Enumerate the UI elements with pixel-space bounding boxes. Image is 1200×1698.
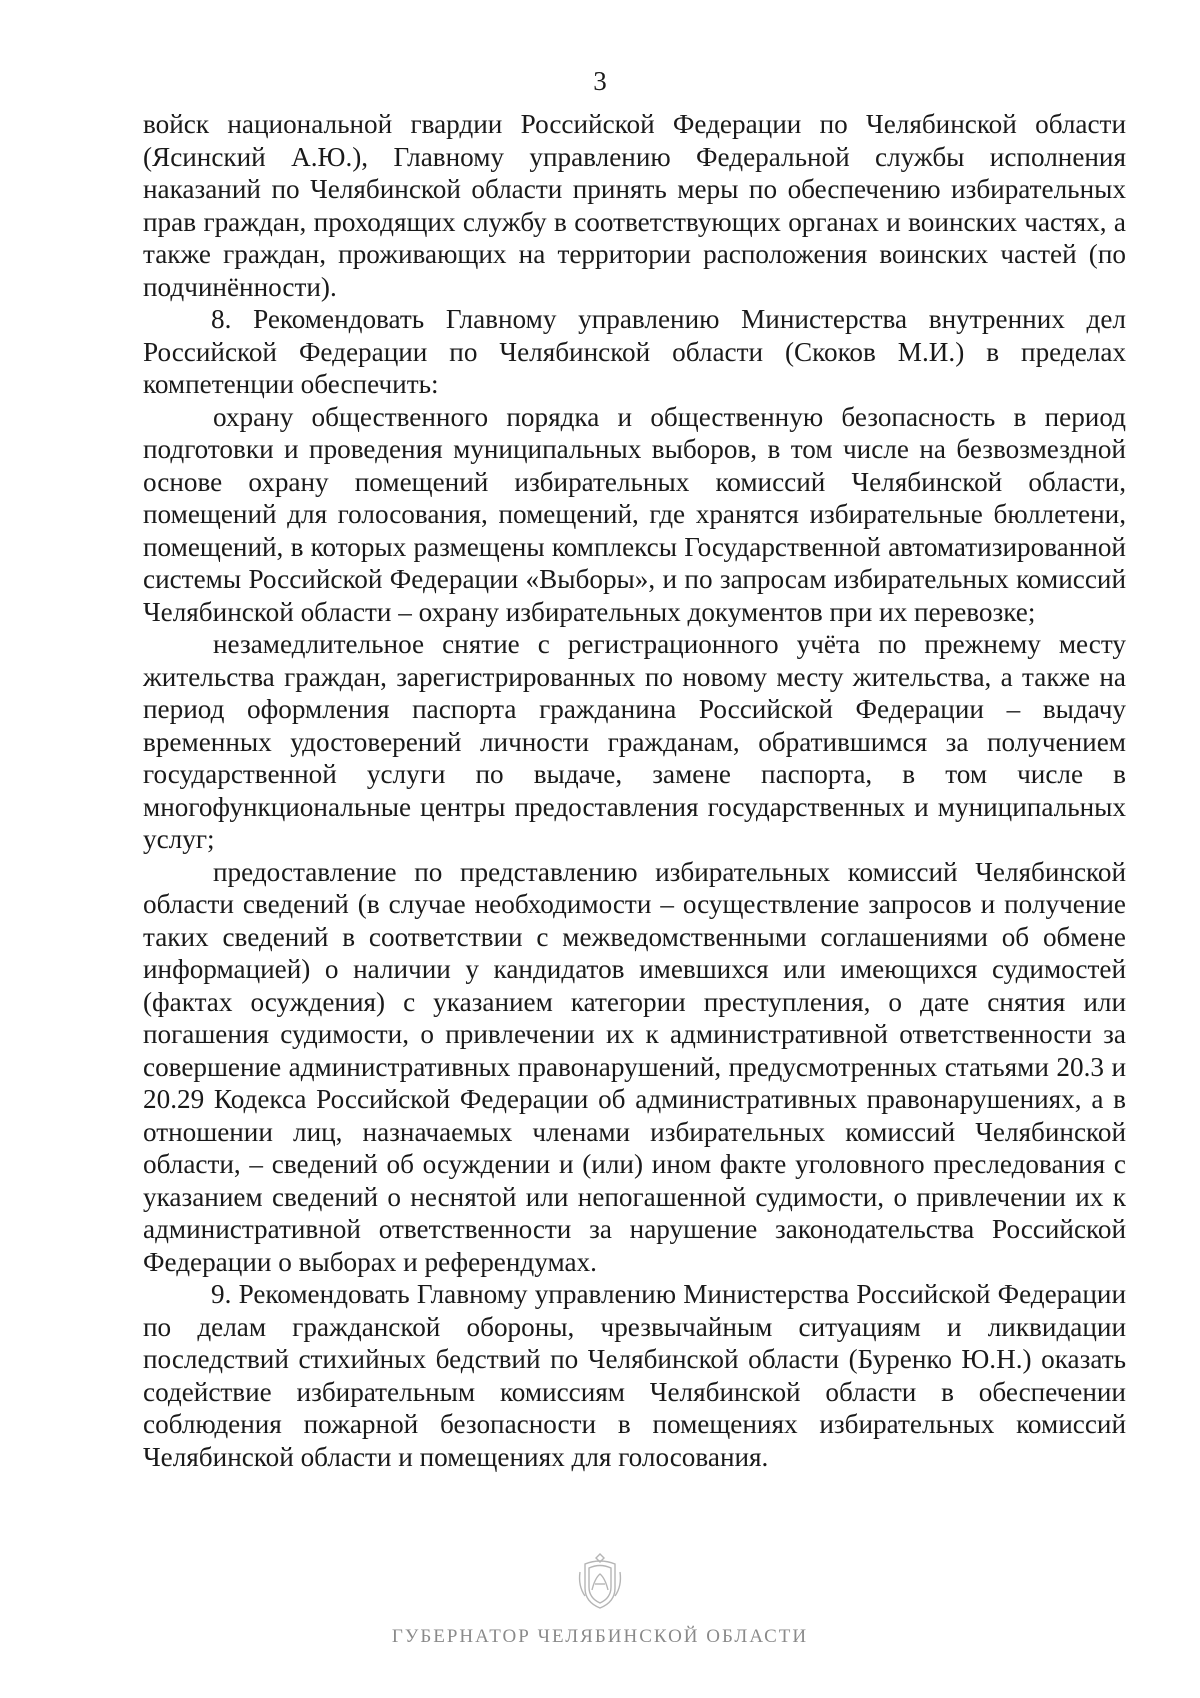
page-number: 3: [593, 66, 607, 96]
paragraph-criminal-records: предоставление по представлению избирательных комиссий Челябинской области сведений (в случае необходимости – осуществление запросов и получение таких сведений в соответствии с межведомственными соглашениями об обмене информацией) о наличии у кандидатов имевшихся или имеющихся судимостей (фактах осуждения) с указанием категории преступления, о дате снятия или погашения судимости, о привлечении их к административной ответственности за совершение административных правонарушений, предусмотренных статьями 20.3 и 20.29 Кодекса Российской Федерации об административных правонарушениях, а в отношении лиц, назначаемых членами избирательных комиссий Челябинской области, – сведений об осуждении и (или) ином факте уголовного преследования с указанием сведений о неснятой или непогашенной судимости, о привлечении их к административной ответственности за нарушение законодательства Российской Федерации о выборах и референдумах.: [143, 856, 1126, 1277]
coat-of-arms-icon: [577, 1552, 623, 1612]
paragraph-continuation: войск национальной гвардии Российской Федерации по Челябинской области (Ясинский А.Ю.), Главному управлению Федеральной службы исполнения наказаний по Челябинской области принять меры по обеспечению избирательных прав граждан, проходящих службу в соответствующих органах и воинских частях, а также граждан, проживающих на территории расположения воинских частей (по подчинённости).: [143, 109, 1126, 302]
footer-watermark-label: ГУБЕРНАТОР ЧЕЛЯБИНСКОЙ ОБЛАСТИ: [391, 1626, 809, 1647]
document-body: [143, 108, 1126, 1473]
paragraph-registration: незамедлительное снятие с регистрационного учёта по прежнему месту жительства граждан, зарегистрированных по новому месту жительства, а также на период оформления паспорта гражданина Российской Федерации – выдачу временных удостоверений личности гражданам, обратившимся за получением государственной услуги по выдаче, замене паспорта, в том числе в многофункциональные центры предоставления государственных и муниципальных услуг;: [143, 629, 1126, 854]
paragraph-item-9: 9. Рекомендовать Главному управлению Министерства Российской Федерации по делам гражданской обороны, чрезвычайным ситуациям и ликвидации последствий стихийных бедствий по Челябинской области (Буренко Ю.Н.) оказать содействие избирательным комиссиям Челябинской области в обеспечении соблюдения пожарной безопасности в помещениях избирательных комиссий Челябинской области и помещениях для голосования.: [143, 1279, 1126, 1472]
paragraph-public-order: охрану общественного порядка и общественную безопасность в период подготовки и проведения муниципальных выборов, в том числе на безвозмездной основе охрану помещений избирательных комиссий Челябинской области, помещений для голосования, помещений, где хранятся избирательные бюллетени, помещений, в которых размещены комплексы Государственной автоматизированной системы Российской Федерации «Выборы», и по запросам избирательных комиссий Челябинской области – охрану избирательных документов при их перевозке;: [143, 401, 1126, 627]
paragraph-item-8: 8. Рекомендовать Главному управлению Министерства внутренних дел Российской Федерации по Челябинской области (Скоков М.И.) в пределах компетенции обеспечить:: [143, 304, 1126, 399]
